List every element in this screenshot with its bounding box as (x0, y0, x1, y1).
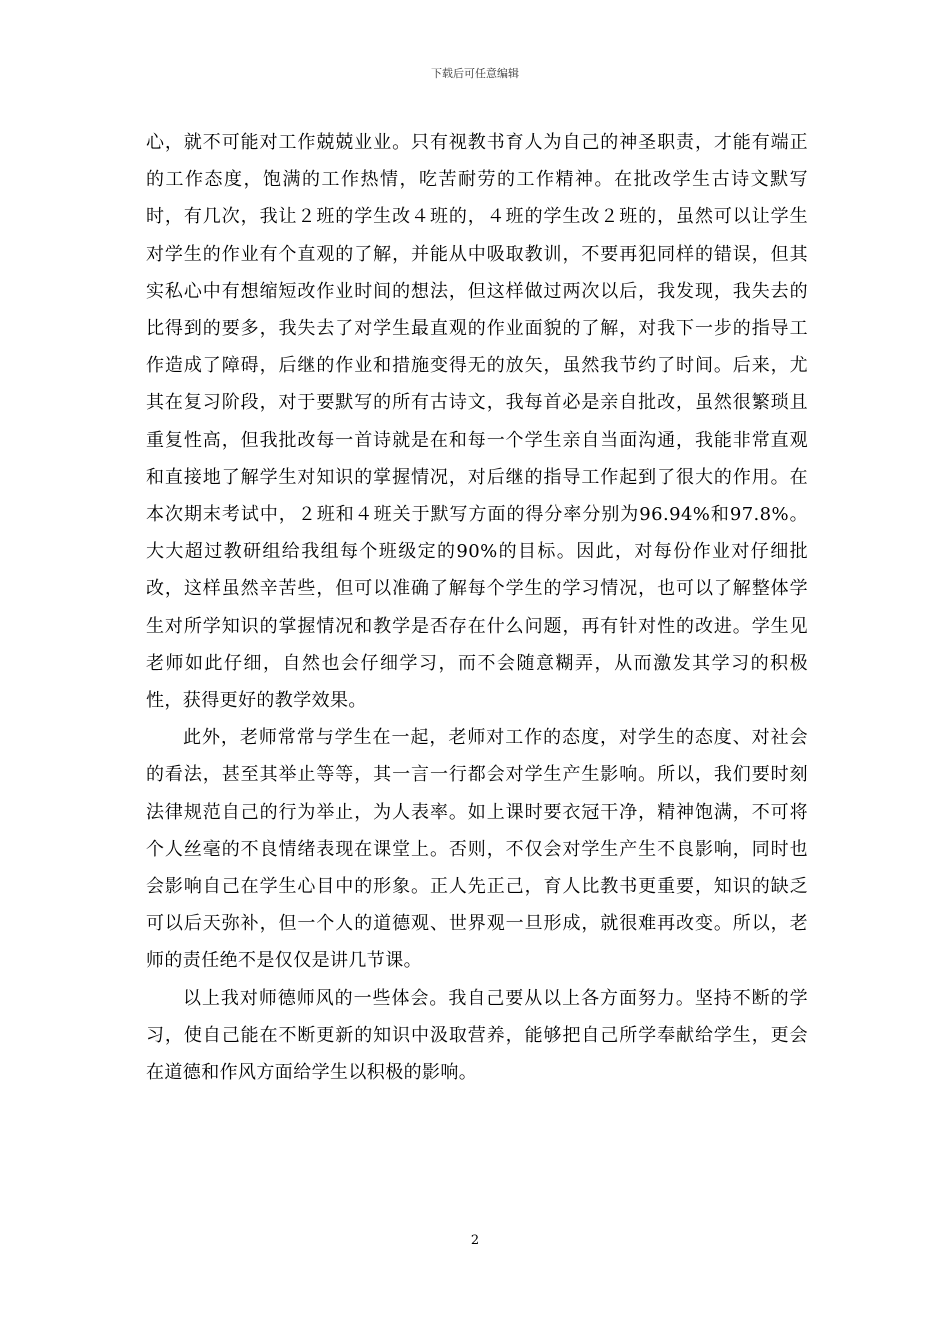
paragraph-3: 以上我对师德师风的一些体会。我自己要从以上各方面努力。坚持不断的学习，使自己能在不断更新的知识中汲取营养，能够把自己所学奉献给学生，更会在道德和作风方面给学生以积极的影响。 (146, 987, 808, 1084)
paragraph-1: 心，就不可能对工作兢兢业业。只有视教书育人为自己的神圣职责，才能有端正的工作态度，饱满的工作热情，吃苦耐劳的工作精神。在批改学生古诗文默写时，有几次，我让２班的学生改４班的，４班的学生改２班的，虽然可以让学生对学生的作业有个直观的了解，并能从中吸取教训，不要再犯同样的错误，但其实私心中有想缩短改作业时间的想法，但这样做过两次以后，我发现，我失去的比得到的要多，我失去了对学生最直观的作业面貌的了解，对我下一步的指导工作造成了障碍，后继的作业和措施变得无的放矢，虽然我节约了时间。后来，尤其在复习阶段，对于要默写的所有古诗文，我每首必是亲自批改，虽然很繁琐且重复性高，但我批改每一首诗就是在和每一个学生亲自当面沟通，我能非常直观和直接地了解学生对知识的掌握情况，对后继的指导工作起到了很大的作用。在本次期末考试中，２班和４班关于默写方面的得分率分别为96.94%和97.8%。大大超过教研组给我组每个班级定的90%的目标。因此，对每份作业对仔细批改，这样虽然辛苦些，但可以准确了解每个学生的学习情况，也可以了解整体学生对所学知识的掌握情况和教学是否存在什么问题，再有针对性的改进。学生见老师如此仔细，自然也会仔细学习，而不会随意糊弄，从而激发其学习的积极性，获得更好的教学效果。 (146, 132, 808, 712)
page-header: 下载后可任意编辑 (431, 67, 519, 80)
page-number: 2 (470, 1233, 480, 1248)
document-body (146, 124, 808, 1091)
paragraph-2: 此外，老师常常与学生在一起，老师对工作的态度，对学生的态度、对社会的看法，甚至其举止等等，其一言一行都会对学生产生影响。所以，我们要时刻法律规范自己的行为举止，为人表率。如上课时要衣冠干净，精神饱满，不可将个人丝毫的不良情绪表现在课堂上。否则，不仅会对学生产生不良影响，同时也会影响自己在学生心目中的形象。正人先正己，育人比教书更重要，知识的缺乏可以后天弥补，但一个人的道德观、世界观一旦形成，就很难再改变。所以，老师的责任绝不是仅仅是讲几节课。 (146, 727, 808, 972)
